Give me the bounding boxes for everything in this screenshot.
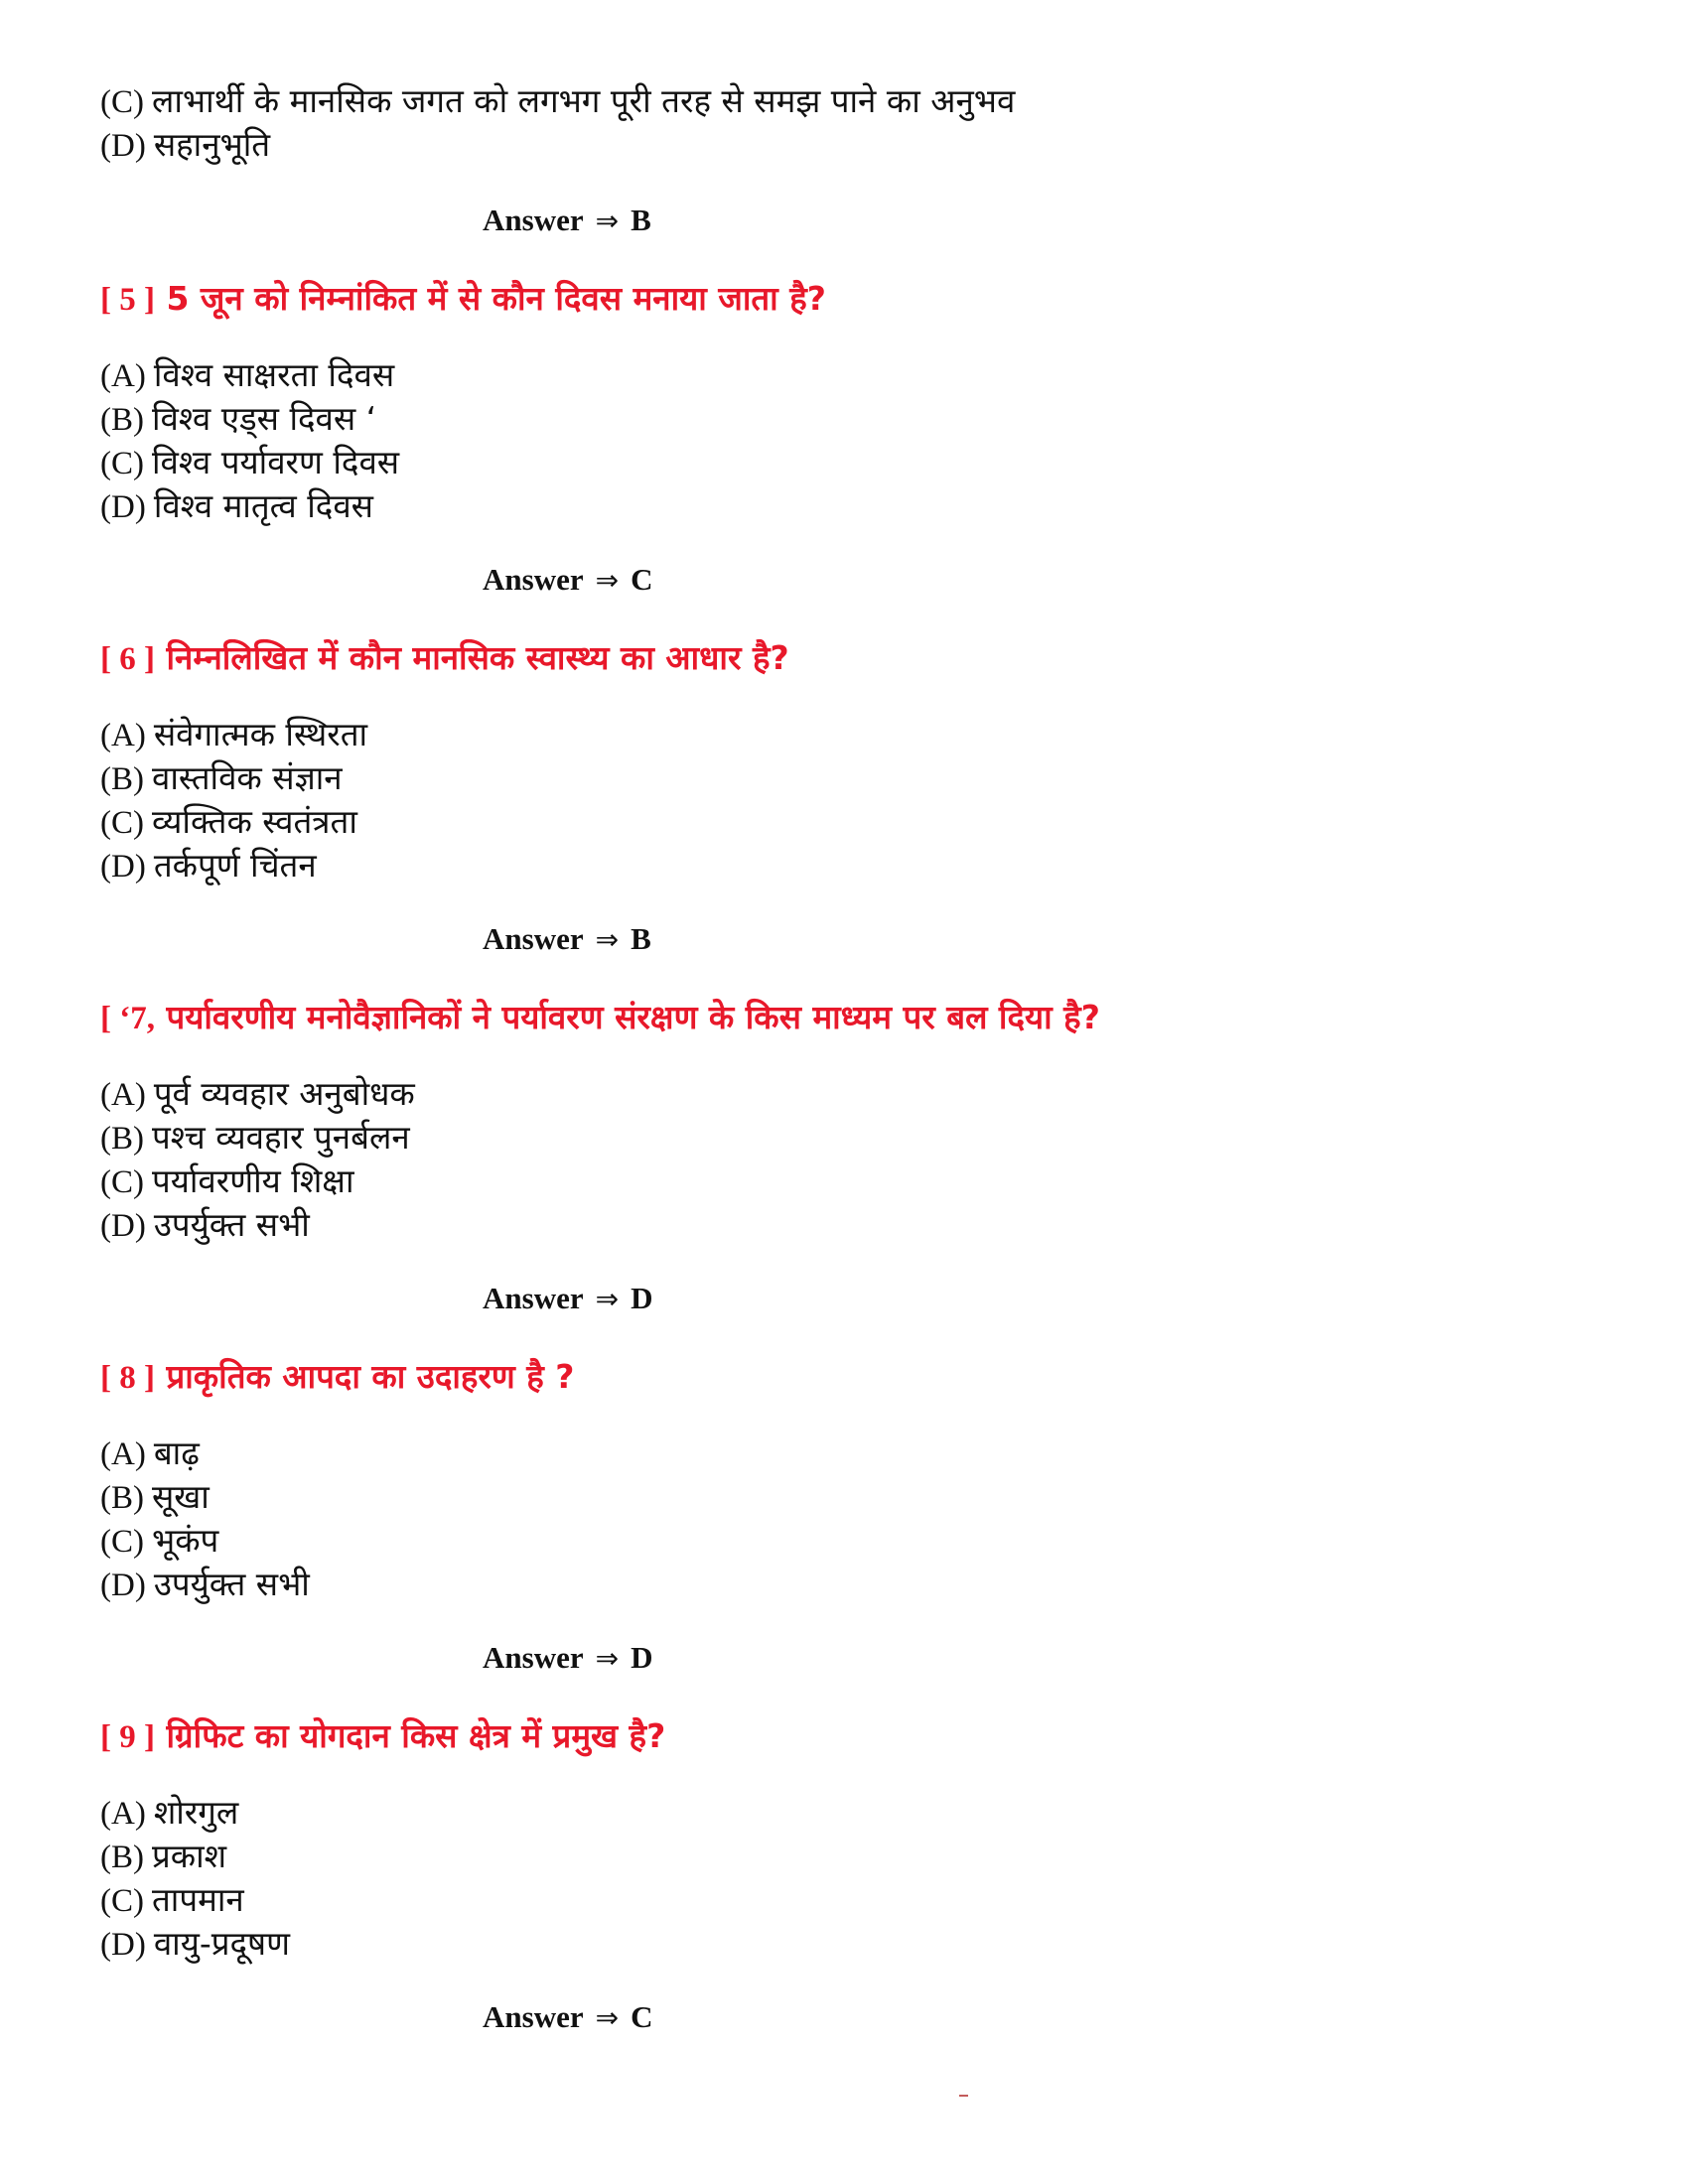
question-text: पर्यावरणीय मनोवैज्ञानिकों ने पर्यावरण संरक्षण के किस माध्यम पर बल दिया है? (166, 998, 1100, 1036)
option-letter: (C) (100, 1164, 144, 1200)
option-line (100, 1791, 238, 1836)
answer-value: D (631, 1281, 653, 1315)
question-number: [ 9 ] (100, 1719, 155, 1755)
question-heading (100, 1354, 574, 1401)
option-text: बाढ़ (153, 1433, 200, 1472)
option-letter: (A) (100, 1077, 146, 1113)
answer-label: Answer (483, 1999, 584, 2034)
option-letter: (D) (100, 1927, 146, 1963)
option-line (100, 713, 367, 757)
option-text: विश्व एड्स दिवस ‘ (152, 399, 377, 438)
option-letter: (C) (100, 446, 144, 481)
option-text: सहानुभूति (153, 125, 271, 164)
answer-arrow: ⇒ (595, 205, 620, 237)
option-text: पर्यावरणीय शिक्षा (152, 1161, 354, 1200)
option-letter: (B) (100, 761, 144, 797)
option-text: विश्व पर्यावरण दिवस (152, 443, 400, 481)
option-text: वायु-प्रदूषण (153, 1924, 290, 1963)
question-text: ग्रिफिट का योगदान किस क्षेत्र में प्रमुख है? (166, 1716, 666, 1755)
option-letter: (D) (100, 128, 146, 164)
option-text: लाभार्थी के मानसिक जगत को लगभग पूरी तरह से समझ पाने का अनुभव (152, 81, 1016, 120)
option-letter: (A) (100, 1796, 146, 1832)
option-line (100, 1519, 218, 1564)
option-letter: (C) (100, 84, 144, 120)
option-text: प्रकाश (152, 1837, 227, 1875)
option-line (100, 800, 357, 845)
option-d-line (100, 123, 270, 168)
option-line (100, 1835, 226, 1879)
question-heading (100, 995, 1100, 1041)
option-line (100, 1072, 415, 1117)
option-line (100, 1116, 410, 1160)
answer-arrow: ⇒ (595, 1283, 620, 1315)
answer-line (483, 201, 651, 241)
question-text: 5 जून को निम्नांकित में से कौन दिवस मनाया जाता है? (166, 279, 826, 318)
option-text: व्यक्तिक स्वतंत्रता (152, 802, 357, 841)
answer-arrow: ⇒ (595, 1642, 620, 1675)
answer-label: Answer (483, 1640, 584, 1675)
option-line (100, 1203, 310, 1248)
question-number: [ 5 ] (100, 282, 155, 318)
scan-mark (959, 2095, 968, 2097)
answer-value: B (631, 921, 651, 956)
option-line (100, 844, 317, 888)
option-text: भूकंप (152, 1521, 219, 1560)
option-text: वास्तविक संज्ञान (152, 758, 343, 797)
option-text: विश्व साक्षरता दिवस (153, 355, 395, 394)
answer-line (483, 1997, 652, 2038)
option-letter: (B) (100, 1840, 144, 1875)
option-text: उपर्युक्त सभी (153, 1565, 310, 1603)
question-number: [ ‘7, (100, 1001, 155, 1036)
option-letter: (A) (100, 1436, 146, 1472)
answer-line (483, 1279, 652, 1319)
question-heading (100, 1713, 665, 1760)
option-text: पश्च व्यवहार पुनर्बलन (152, 1118, 410, 1157)
option-line (100, 1160, 354, 1204)
answer-label: Answer (483, 1281, 584, 1315)
answer-line (483, 919, 651, 960)
option-letter: (B) (100, 402, 144, 438)
option-line (100, 1432, 200, 1476)
answer-label: Answer (483, 921, 584, 956)
answer-value: B (631, 203, 651, 237)
option-text: तापमान (152, 1880, 244, 1919)
option-letter: (D) (100, 489, 146, 525)
option-line (100, 353, 394, 398)
answer-arrow: ⇒ (595, 923, 620, 956)
option-line (100, 397, 376, 442)
option-text: सूखा (152, 1477, 210, 1516)
option-text: शोरगुल (153, 1793, 239, 1832)
option-letter: (C) (100, 1524, 144, 1560)
option-text: उपर्युक्त सभी (153, 1205, 310, 1244)
option-line (100, 441, 399, 485)
option-text: तर्कपूर्ण चिंतन (153, 846, 317, 885)
option-letter: (C) (100, 805, 144, 841)
option-line (100, 1922, 290, 1967)
answer-arrow: ⇒ (595, 2001, 620, 2034)
option-letter: (B) (100, 1121, 144, 1157)
question-number: [ 6 ] (100, 641, 155, 677)
answer-arrow: ⇒ (595, 564, 620, 597)
question-heading (100, 276, 826, 323)
answer-value: C (631, 562, 653, 597)
question-heading (100, 635, 789, 682)
option-line (100, 484, 373, 529)
option-line (100, 1563, 310, 1607)
option-letter: (D) (100, 1568, 146, 1603)
answer-value: D (631, 1640, 653, 1675)
answer-label: Answer (483, 562, 584, 597)
option-letter: (C) (100, 1883, 144, 1919)
option-text: पूर्व व्यवहार अनुबोधक (153, 1074, 415, 1113)
option-line (100, 756, 343, 801)
option-letter: (A) (100, 358, 146, 394)
option-letter: (D) (100, 1208, 146, 1244)
option-c-line (100, 79, 1015, 124)
option-line (100, 1475, 210, 1520)
option-line (100, 1878, 244, 1923)
answer-line (483, 560, 652, 601)
option-text: संवेगात्मक स्थिरता (153, 715, 368, 753)
option-letter: (D) (100, 849, 146, 885)
answer-line (483, 1638, 652, 1679)
question-text: निम्नलिखित में कौन मानसिक स्वास्थ्य का आधार है? (166, 638, 789, 677)
option-letter: (B) (100, 1480, 144, 1516)
question-text: प्राकृतिक आपदा का उदाहरण है ? (166, 1357, 575, 1396)
answer-label: Answer (483, 203, 584, 237)
answer-value: C (631, 1999, 653, 2034)
question-number: [ 8 ] (100, 1360, 155, 1396)
option-text: विश्व मातृत्व दिवस (153, 486, 373, 525)
option-letter: (A) (100, 718, 146, 753)
